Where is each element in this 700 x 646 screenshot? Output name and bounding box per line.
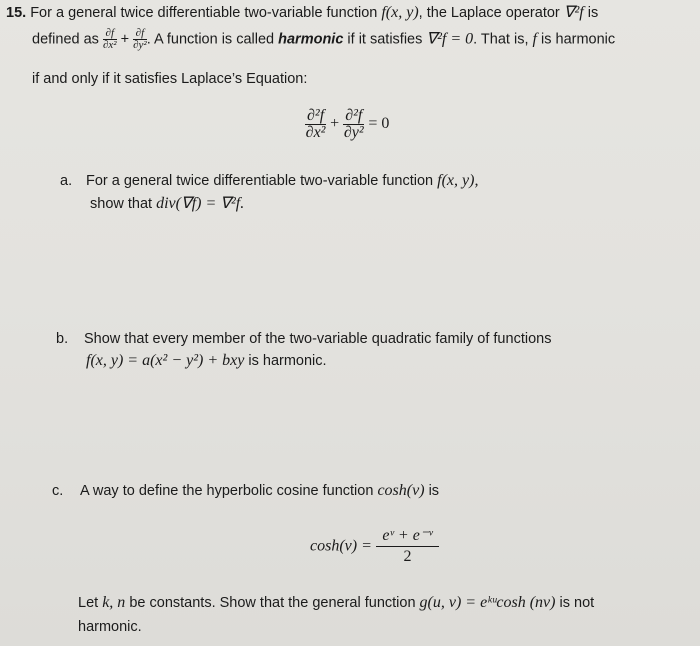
part-a-line-1 (60, 172, 478, 190)
defined-as: defined as (32, 31, 99, 48)
part-c-label: c. (52, 483, 64, 499)
part-b-line-1 (56, 330, 551, 348)
part-a-line-2 (90, 195, 244, 213)
part-a-label: a. (60, 173, 73, 189)
part-a-div-eq: div(∇f) = ∇²f. (156, 195, 245, 212)
eq-den1: ∂x² (305, 124, 326, 141)
laplace-symbol: ∇²f (563, 4, 584, 21)
eq-frac-y (343, 108, 364, 141)
eq-num2: ∂²f (345, 107, 363, 124)
part-b-text: Show that every member of the two-variable quadratic family of functions (84, 331, 552, 347)
line2-text2: if it satisfies (347, 31, 423, 48)
cosh-lhs: cosh(v) = (310, 537, 372, 555)
part-b-line-2 (86, 352, 327, 370)
part-c-cosh: cosh(v) (377, 482, 425, 499)
cosh-num: eᵛ + e⁻ᵛ (376, 526, 438, 547)
problem-line-3: if and only if it satisfies Laplace’s Equation: (32, 71, 308, 87)
problem-line-1 (6, 4, 598, 22)
cosh-definition (310, 526, 439, 567)
intro-text-b: , the Laplace operator (418, 5, 560, 21)
part-c-line-3 (78, 594, 594, 612)
frac-den: ∂y² (133, 39, 147, 51)
f-var: f (532, 30, 537, 48)
frac-num: ∂f (133, 28, 147, 40)
cosh-fraction (376, 526, 438, 567)
eq-plus: + (330, 115, 340, 133)
intro-text: For a general twice differentiable two-variable function (30, 5, 378, 21)
part-a-fxy: f(x, y), (437, 172, 479, 189)
eq-rhs: = 0 (368, 115, 390, 133)
part-b-quadratic: f(x, y) = a(x² − y²) + bxy (86, 352, 245, 369)
line2-text3: . That is, (473, 31, 529, 48)
frac-num: ∂f (103, 28, 117, 40)
part-c-let: Let (78, 595, 99, 611)
part-c-line-4: harmonic. (78, 619, 142, 635)
plus-sign: + (120, 31, 130, 48)
eq-frac-x (305, 108, 326, 141)
part-c-kn: k, n (102, 594, 126, 611)
harmonic-word: harmonic (278, 31, 344, 48)
fraction-df-dy2 (133, 28, 147, 51)
problem-number: 15. (6, 5, 27, 21)
laplace-equation (305, 108, 389, 141)
is-word: is (587, 5, 599, 21)
part-c-text3: be constants. Show that the general function (129, 595, 416, 611)
cosh-den: 2 (403, 548, 412, 565)
part-b-text2: is harmonic. (248, 353, 327, 369)
line2-text4: is harmonic (541, 31, 616, 48)
problem-line-2 (32, 28, 615, 51)
line2-text: . A function is called (146, 31, 275, 48)
part-a-text2: show that (90, 196, 153, 212)
part-c-line-1 (52, 482, 439, 500)
fraction-df-dx2 (103, 28, 117, 51)
part-c-isnot: is not (559, 595, 595, 611)
part-b-label: b. (56, 331, 69, 347)
part-c-gfunc: g(u, v) = eᵏᵘcosh (nv) (419, 594, 556, 611)
eq-den2: ∂y² (343, 124, 364, 141)
laplace-eq-zero: ∇²f = 0 (426, 30, 474, 48)
eq-num1: ∂²f (307, 107, 325, 124)
frac-den: ∂x² (102, 39, 117, 51)
intro-fxy: f(x, y) (381, 4, 419, 21)
part-c-text: A way to define the hyperbolic cosine function (80, 483, 374, 499)
part-a-text: For a general twice differentiable two-variable function (86, 173, 434, 189)
part-c-is: is (428, 483, 440, 499)
